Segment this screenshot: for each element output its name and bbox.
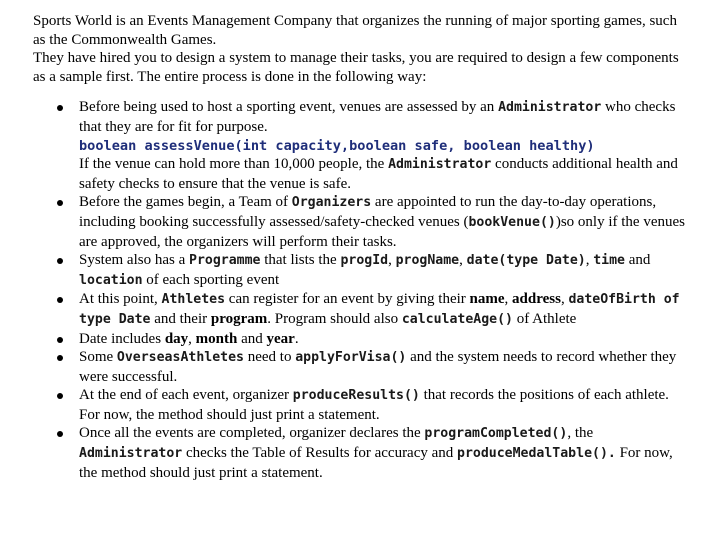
list-item-organizers: Before the games begin, a Team of Organizers are appointed to run the day-to-day operations, including booking successfully assessed/safety-checked venues (bookVenue())so only if the venues are approved, the organizers will perform their tasks. <box>79 193 693 251</box>
intro-line-2: They have hired you to design a system to manage their tasks, you are required to design a few components as a sample first. The entire process is done in the following way: <box>33 50 679 85</box>
method-signature: boolean assessVenue(int capacity,boolean safe, boolean healthy) <box>79 137 595 154</box>
class-name: Programme <box>189 253 261 269</box>
method-name: programCompleted() <box>424 426 568 442</box>
attribute-name: name <box>469 291 505 308</box>
list-item-programme: System also has a Programme that lists the progId, progName, date(type Date), time and location of each sporting event <box>79 251 693 290</box>
list-item-program-completed: Once all the events are completed, organizer declares the programCompleted(), the Administrator checks the Table of Results for accuracy and produceMedalTable(). For now, the method should just print a statement. <box>79 424 693 482</box>
list-item-venue-assessment: Before being used to host a sporting event, venues are assessed by an Administrator who checks that they are for fit for purpose. boolean assessVenue(int capacity,boolean safe, boolean healthy) If the venue can hold more than 10,000 people, the Administrator conducts additional health and safety checks to ensure that the venue is safe. <box>79 98 693 193</box>
intro-line-1: Sports World is an Events Management Company that organizes the running of major sporting games, such as the Commonwealth Games. <box>33 13 677 48</box>
class-name: Athletes <box>161 292 226 308</box>
attribute-name: progId <box>340 253 389 269</box>
attribute-name: location <box>79 272 143 288</box>
attribute-name: day <box>164 330 189 347</box>
attribute-name: date(type Date) <box>466 253 586 269</box>
class-name: Administrator <box>388 157 492 173</box>
list-item-date: Date includes day, month and year. <box>79 330 693 349</box>
class-name: Organizers <box>291 195 372 211</box>
list-item-athletes: At this point, Athletes can register for an event by giving their name, address, dateOfBirth of type Date and their program. Program should also calculateAge() of Athlete <box>79 290 693 329</box>
list-item-produce-results: At the end of each event, organizer produceResults() that records the positions of each athlete. For now, the method should just print a statement. <box>79 386 693 424</box>
method-name: bookVenue() <box>468 214 556 230</box>
method-name: produceResults() <box>292 388 420 404</box>
requirements-list <box>33 98 693 482</box>
method-name: applyForVisa() <box>295 350 407 366</box>
attribute-name: progName <box>395 253 460 269</box>
intro-paragraph <box>33 12 693 86</box>
attribute-name: dateOfBirth of type Date <box>79 292 680 327</box>
class-name: OverseasAthletes <box>116 350 244 366</box>
attribute-name: month <box>195 330 238 347</box>
method-name: calculateAge() <box>401 311 513 327</box>
method-name: produceMedalTable(). <box>457 446 616 462</box>
list-item-overseas-athletes: Some OverseasAthletes need to applyForVisa() and the system needs to record whether they were successful. <box>79 348 693 386</box>
class-name: Administrator <box>79 446 183 462</box>
attribute-name: address <box>512 291 561 308</box>
attribute-name: year <box>266 330 295 347</box>
attribute-name: time <box>593 253 625 269</box>
class-name: Administrator <box>498 100 602 116</box>
attribute-name: program <box>210 310 268 327</box>
